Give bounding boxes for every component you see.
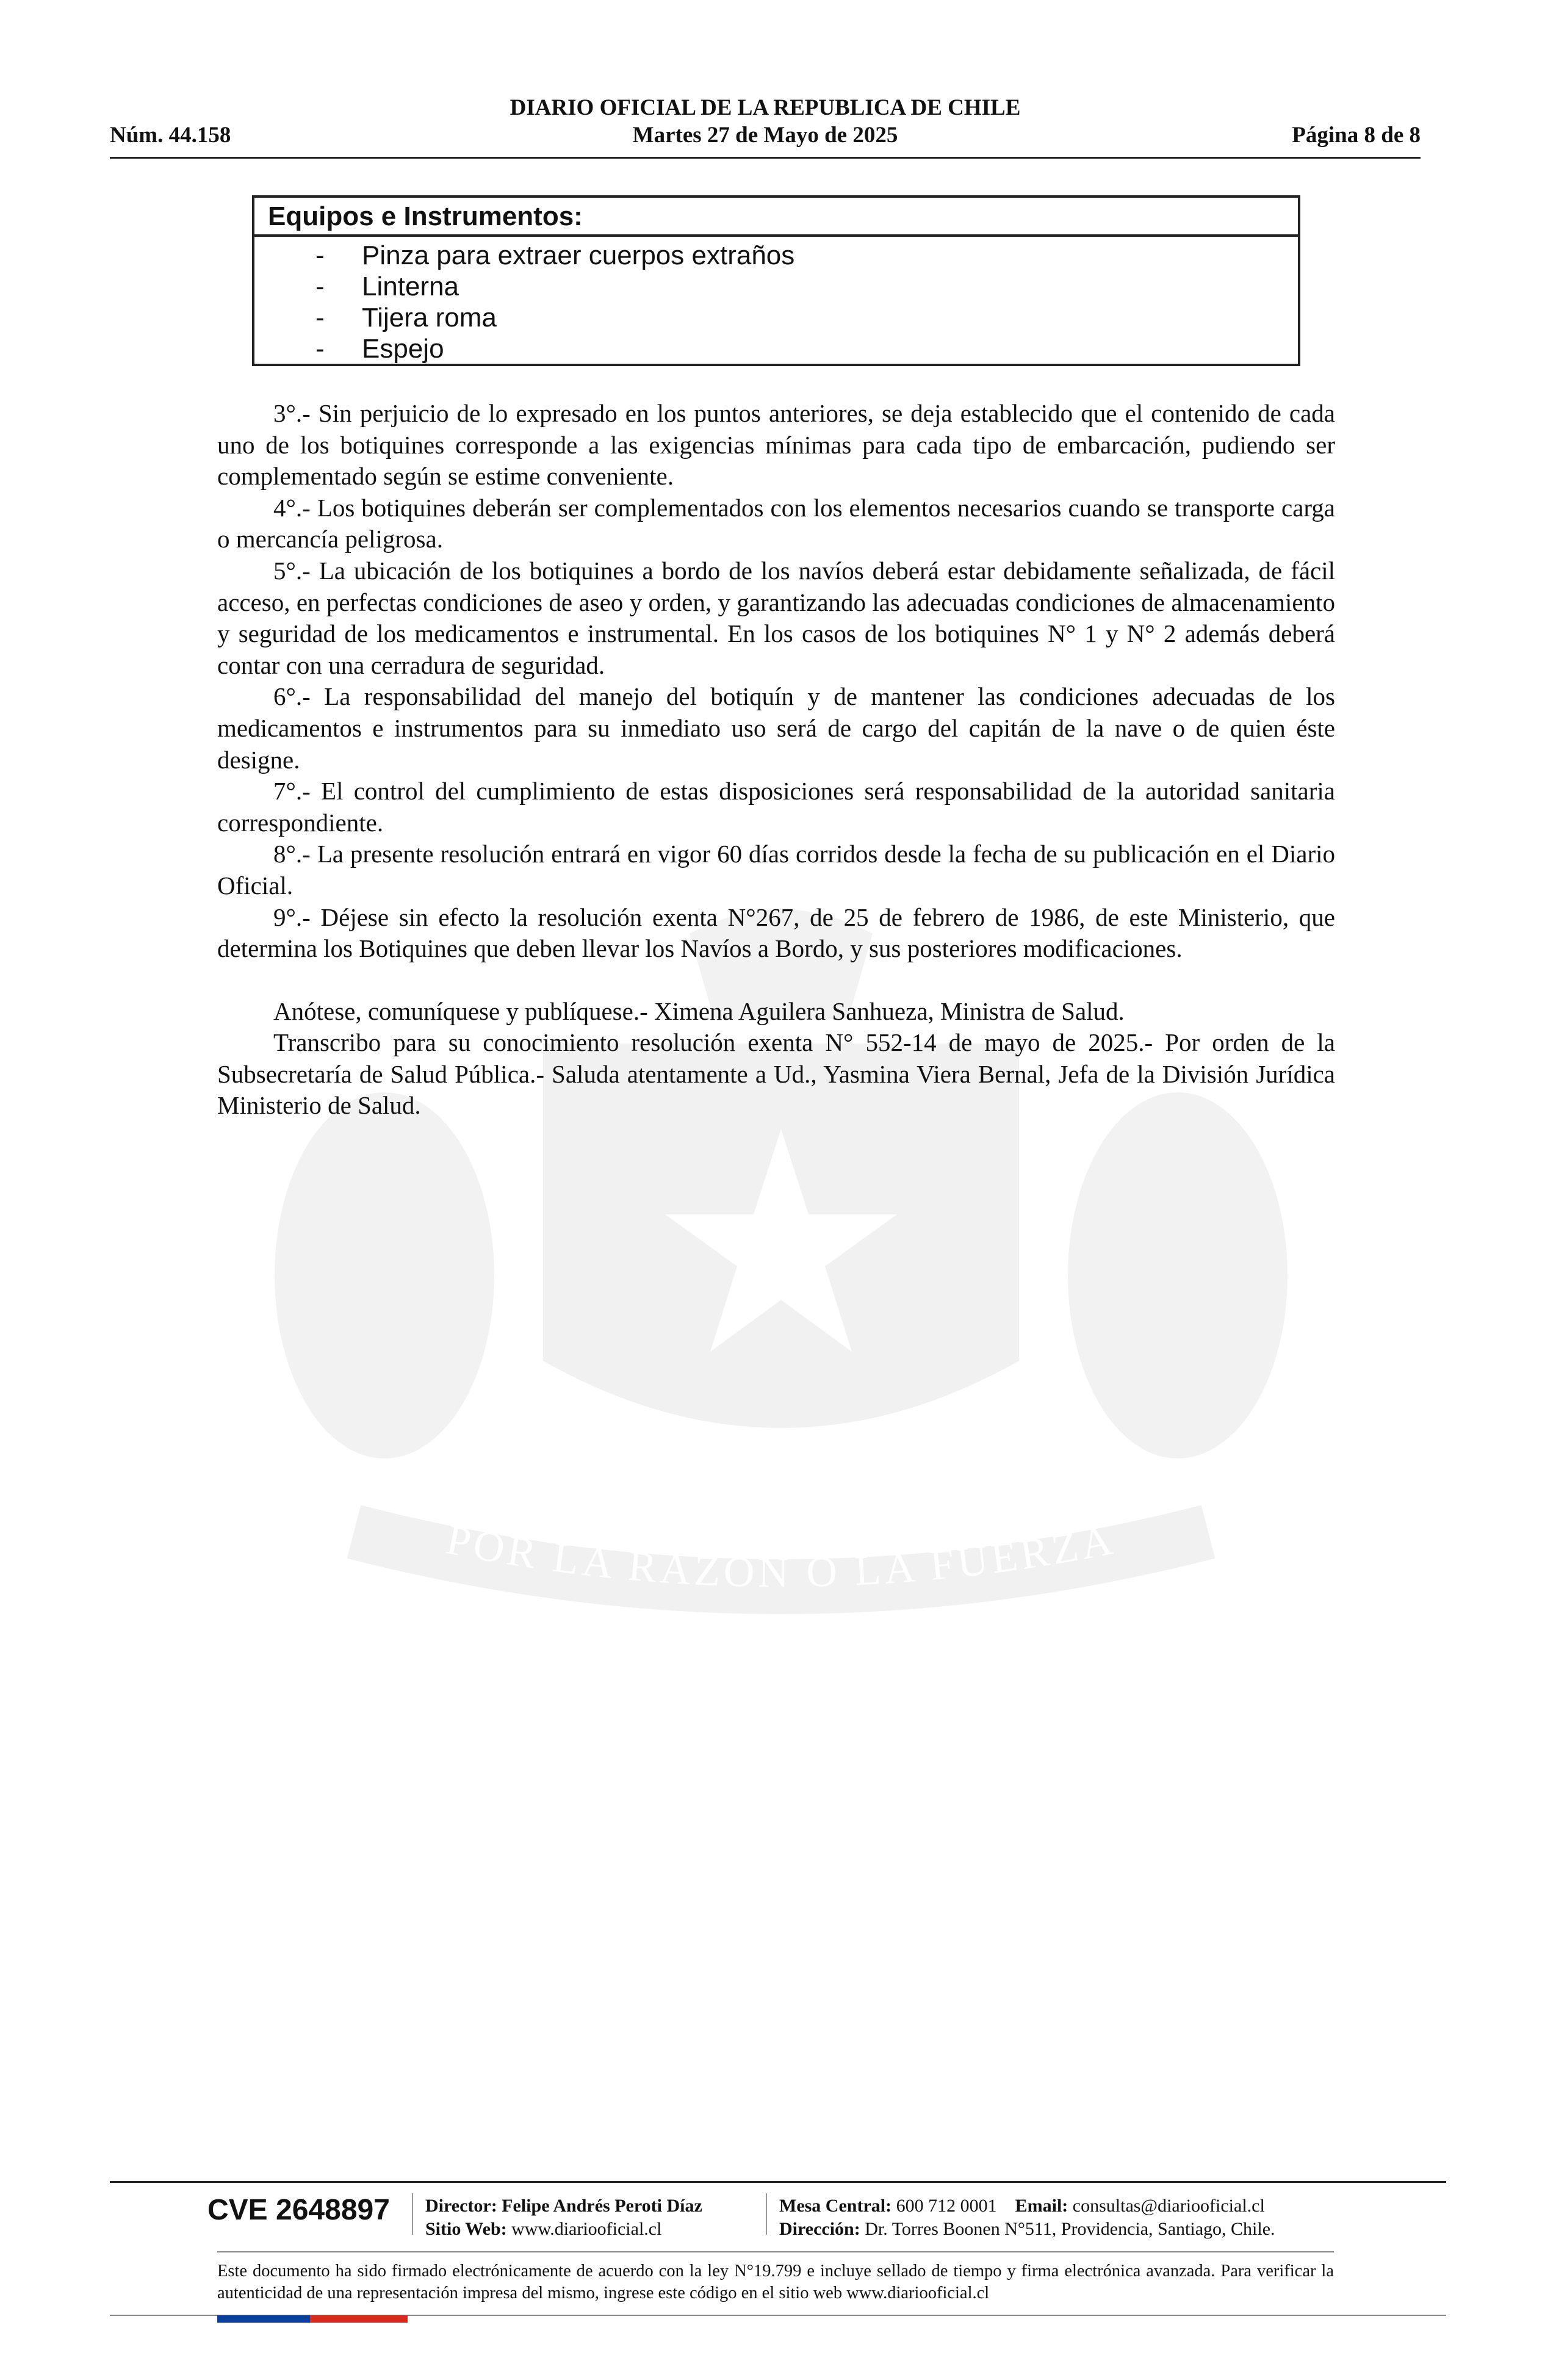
document-body (217, 398, 1335, 1122)
cve-code: CVE 2648897 (207, 2194, 390, 2226)
paragraph-9: 9°.- Déjese sin efecto la resolución exenta N°267, de 25 de febrero de 1986, de este Ministerio, que determina los Botiquines que deben llevar los Navíos a Bordo, y sus posteriores modificaciones. (217, 903, 1335, 963)
footer-contact-block (779, 2194, 1275, 2241)
email-label: Email: (1015, 2196, 1068, 2216)
equipment-table (252, 195, 1300, 366)
page-number: Página 8 de 8 (1292, 123, 1421, 148)
paragraph-3: 3°.- Sin perjuicio de lo expresado en los puntos anteriores, se deja establecido que el contenido de cada uno de los botiquines corresponde a las exigencias mínimas para cada tipo de embarcación, pudiendo ser complementado según se estime conveniente. (217, 399, 1335, 491)
list-bullet: - (315, 334, 325, 364)
list-item-text: Pinza para extraer cuerpos extraños (362, 240, 795, 270)
phone-label: Mesa Central: (779, 2196, 892, 2216)
paragraph-4: 4°.- Los botiquines deberán ser complementados con los elementos necesarios cuando se transporte carga o mercancía peligrosa. (217, 493, 1335, 554)
contact-line (779, 2194, 1275, 2218)
email-link[interactable]: consultas@diariooficial.cl (1072, 2196, 1265, 2216)
website-link[interactable]: www.diariooficial.cl (511, 2219, 662, 2239)
equipment-title: Equipos e Instrumentos: (268, 201, 583, 231)
page-header (110, 95, 1421, 162)
phone-value: 600 712 0001 (896, 2196, 997, 2216)
closing-signature: Anótese, comuníquese y publíquese.- Ximena Aguilera Sanhueza, Ministra de Salud. (273, 997, 1125, 1025)
issue-number: Núm. 44.158 (110, 123, 231, 148)
paragraph-5: 5°.- La ubicación de los botiquines a bordo de los navíos deberá estar debidamente señalizada, de fácil acceso, en perfectas condiciones de aseo y orden, y garantizando las adecuadas condiciones de almacenamiento y seguridad de los medicamentos e instrumental. En los casos de los botiquines N° 1 y N° 2 además deberá contar con una cerradura de seguridad. (217, 556, 1335, 679)
list-item-text: Tijera roma (362, 303, 497, 333)
address-value: Dr. Torres Boonen N°511, Providencia, Santiago, Chile. (865, 2219, 1275, 2239)
website-label: Sitio Web: (425, 2219, 507, 2239)
flag-stripe-blue (217, 2315, 278, 2323)
director-name: Felipe Andrés Peroti Díaz (502, 2196, 702, 2216)
legal-notice: Este documento ha sido firmado electrónicamente de acuerdo con la ley N°19.799 e incluye sellado de tiempo y firma electrónica avanzada. Para verificar la autenticidad de una representación impresa del mismo, ingrese este código en el sitio web www.diariooficial.cl (217, 2262, 1334, 2302)
list-item-text: Espejo (362, 334, 444, 364)
header-divider (110, 157, 1421, 159)
paragraph-8: 8°.- La presente resolución entrará en vigor 60 días corridos desde la fecha de su publicación en el Diario Oficial. (217, 840, 1335, 900)
director-label: Director: (425, 2196, 497, 2216)
flag-stripe-red (310, 2315, 408, 2323)
equipment-table-header (254, 198, 1298, 237)
paragraph-6: 6°.- La responsabilidad del manejo del botiquín y de mantener las condiciones adecuadas de los medicamentos e instrumentos para su inmediato uso será de cargo del capitán de la nave o de quien éste designe. (217, 682, 1335, 774)
watermark-motto: POR LA RAZON O LA FUERZA (442, 1516, 1120, 1597)
footer-separator (412, 2193, 413, 2235)
list-item-text: Linterna (362, 272, 459, 301)
flag-stripe (217, 2315, 408, 2323)
issue-date: Martes 27 de Mayo de 2025 (632, 123, 898, 148)
list-bullet: - (315, 272, 325, 301)
list-bullet: - (315, 303, 325, 333)
paragraph-7: 7°.- El control del cumplimiento de estas disposiciones será responsabilidad de la autoridad sanitaria correspondiente. (217, 777, 1335, 837)
address-line (779, 2218, 1275, 2241)
address-label: Dirección: (779, 2219, 860, 2239)
footer-inner-divider (217, 2251, 1334, 2252)
footer-director-block (425, 2194, 702, 2241)
footer-separator (766, 2193, 767, 2235)
director-line (425, 2194, 702, 2218)
publication-title: DIARIO OFICIAL DE LA REPUBLICA DE CHILE (510, 95, 1021, 120)
list-bullet: - (315, 240, 325, 270)
website-line (425, 2218, 702, 2241)
footer-divider (110, 2181, 1446, 2183)
closing-transcription: Transcribo para su conocimiento resolución exenta N° 552-14 de mayo de 2025.- Por orden de la Subsecretaría de Salud Pública.- Saluda atentamente a Ud., Yasmina Viera Bernal, Jefa de la División Jurídica Ministerio de Salud. (217, 1028, 1335, 1120)
flag-stripe-blue (278, 2315, 310, 2323)
